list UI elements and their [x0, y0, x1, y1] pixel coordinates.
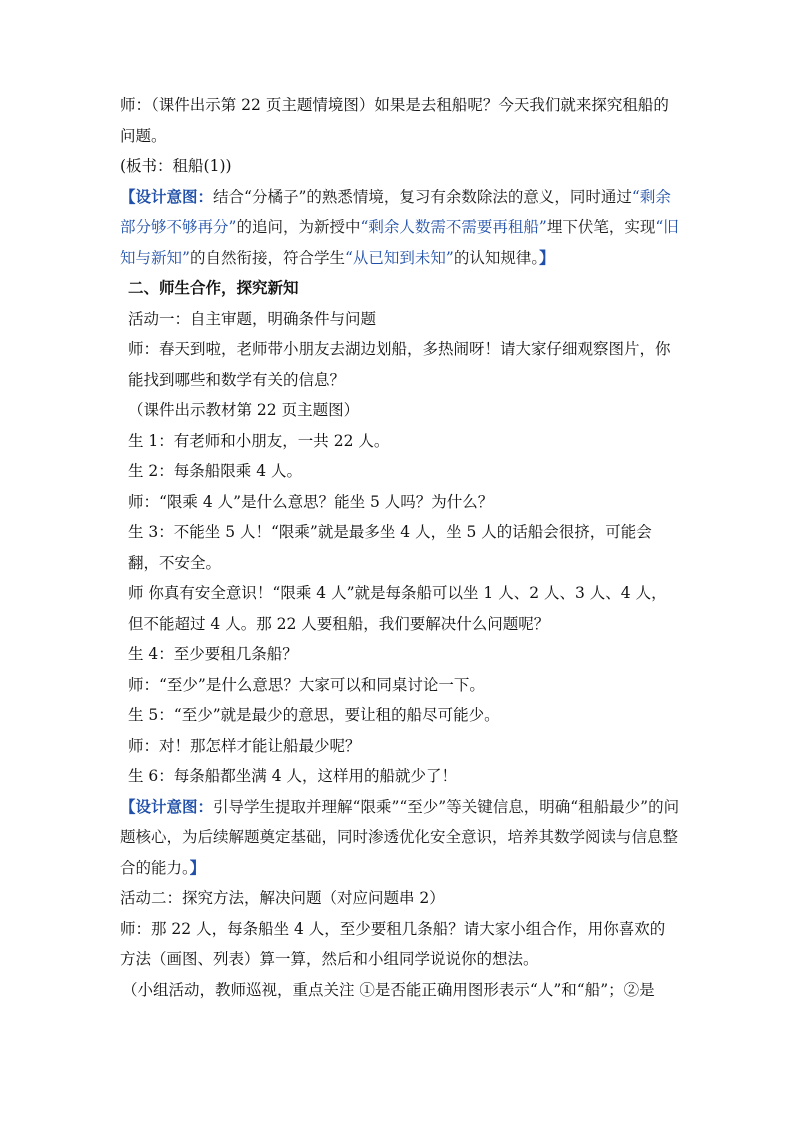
- design-intent-text: 的追问，为新授中: [236, 218, 361, 236]
- design-intent-note-2: [120, 792, 680, 884]
- paragraph-blackboard-title: (板书：租船(1)): [120, 157, 232, 175]
- design-intent-text: 的认知规律。: [453, 248, 540, 267]
- dialogue-line: 生 4：至少要租几条船？: [128, 645, 298, 663]
- design-intent-open: 【设计意图: [120, 186, 198, 206]
- dialogue-line: 师：“限乘 4 人”是什么意思？能坐 5 人吗？为什么？: [128, 492, 494, 511]
- dialogue-line: 师：那 22 人，每条船坐 4 人，至少要租几条船？请大家小组合作，用你喜欢的方法（画图、列表）算一算，然后和小组同学说说你的想法。: [120, 919, 666, 968]
- dialogue-line: 师：“至少”是什么意思？大家可以和同桌讨论一下。: [128, 675, 485, 694]
- dialogue-line: 生 2：每条船限乘 4 人。: [128, 462, 303, 480]
- design-intent-text: 埋下伏笔，实现: [546, 218, 656, 236]
- design-intent-note-1: [120, 182, 680, 274]
- activity-heading: 活动一：自主审题，明确条件与问题: [128, 309, 377, 328]
- dialogue-line: 师 你真有安全意识！“限乘 4 人”就是每条船可以坐 1 人、2 人、3 人、4 人，但不能超过 4 人。那 22 人要租船，我们要解决什么问题呢？: [128, 584, 667, 633]
- design-intent-colon: ：: [197, 186, 214, 206]
- section-heading: 二、师生合作，探究新知: [128, 278, 299, 297]
- design-intent-highlight: “剩余人数需不需要再租船”: [360, 218, 547, 236]
- design-intent-text: 的自然衔接，符合学生: [189, 248, 345, 267]
- stage-direction: （课件出示教材第 22 页主题图）: [128, 401, 360, 419]
- dialogue-line: 生 5：“至少”就是最少的意思，要让租的船尽可能少。: [128, 706, 500, 724]
- dialogue-line: 师：对！那怎样才能让船最少呢？: [128, 736, 361, 755]
- document-page: [120, 90, 680, 1005]
- dialogue-line: 生 6：每条船都坐满 4 人，这样用的船就少了！: [128, 767, 458, 785]
- stage-direction: （小组活动，教师巡视，重点关注 ①是否能正确用图形表示“人”和“船”；②是: [122, 980, 655, 999]
- activity-heading: 活动二：探究方法，解决问题（对应问题串 2）: [120, 889, 445, 907]
- design-intent-close: 】: [189, 857, 206, 877]
- design-intent-highlight: “旧知与新知”: [120, 218, 679, 267]
- design-intent-colon: ：: [197, 796, 214, 816]
- design-intent-text: 结合“分橘子”的熟悉情境，复习有余数除法的意义，同时通过: [213, 187, 632, 206]
- paragraph-teacher-intro: 师：（课件出示第 22 页主题情境图）如果是去租船呢？今天我们就来探究租船的问题。: [120, 96, 669, 145]
- dialogue-line: 生 3：不能坐 5 人！“限乘”就是最多坐 4 人，坐 5 人的话船会很挤，可能会翻，不安全。: [128, 523, 652, 572]
- design-intent-highlight: “剩余部分够不够再分”: [120, 187, 671, 236]
- design-intent-close: 】: [539, 247, 555, 267]
- dialogue-line: 师：春天到啦，老师带小朋友去湖边划船，多热闹呀！请大家仔细观察图片，你能找到哪些和数学有关的信息？: [128, 340, 671, 389]
- design-intent-open: 【设计意图: [120, 796, 198, 816]
- design-intent-highlight: “从已知到未知”: [344, 248, 454, 267]
- design-intent-text: 引导学生提取并理解“限乘”“至少”等关键信息，明确“租船最少”的问题核心，为后续解题奠定基础，同时渗透优化安全意识，培养其数学阅读与信息整合的能力。: [120, 797, 680, 877]
- dialogue-line: 生 1：有老师和小朋友，一共 22 人。: [128, 431, 390, 450]
